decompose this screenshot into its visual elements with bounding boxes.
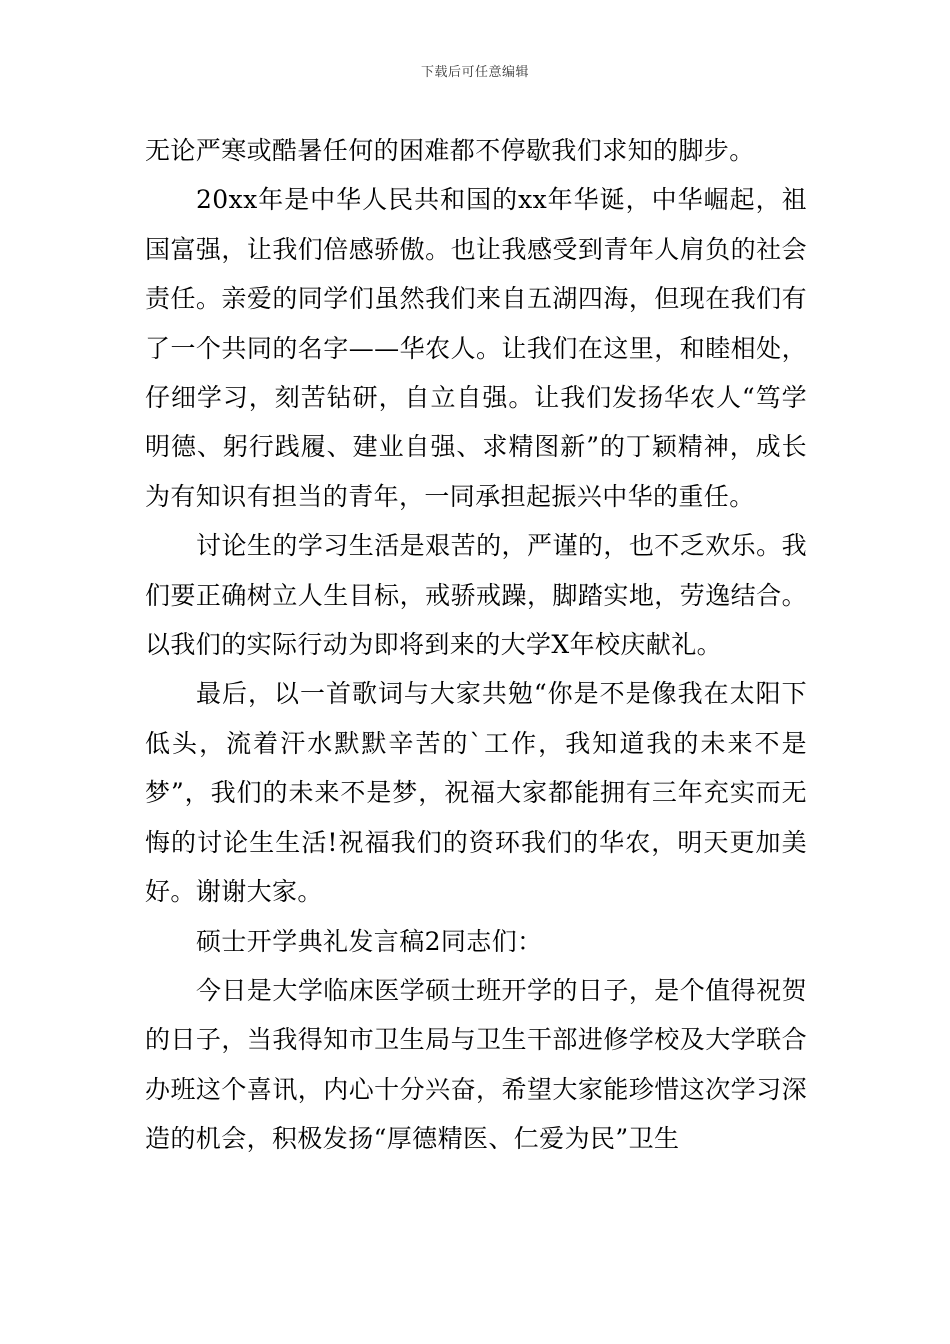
- paragraph: 讨论生的学习生活是艰苦的，严谨的，也不乏欢乐。我们要正确树立人生目标，戒骄戒躁，脚踏实地，劳逸结合。以我们的实际行动为即将到来的大学X年校庆献礼。: [145, 531, 807, 660]
- paragraph: 20xx年是中华人民共和国的xx年华诞，中华崛起，祖国富强，让我们倍感骄傲。也让我感受到青年人肩负的社会责任。亲爱的同学们虽然我们来自五湖四海，但现在我们有了一个共同的名字——华农人。让我们在这里，和睦相处，仔细学习，刻苦钻研，自立自强。让我们发扬华农人“笃学明德、躬行践履、建业自强、求精图新”的丁颖精神，成长为有知识有担当的青年，一同承担起振兴中华的重任。: [145, 185, 807, 511]
- paragraph: 今日是大学临床医学硕士班开学的日子，是个值得祝贺的日子，当我得知市卫生局与卫生干部进修学校及大学联合办班这个喜讯，内心十分兴奋，希望大家能珍惜这次学习深造的机会，积极发扬“厚德精医、仁爱为民”卫生: [145, 975, 807, 1154]
- section-title: 硕士开学典礼发言稿2同志们：: [196, 926, 543, 956]
- document-body: [145, 126, 807, 1164]
- page-header: 下载后可任意编辑: [420, 65, 529, 80]
- paragraph: 最后，以一首歌词与大家共勉“你是不是像我在太阳下低头，流着汗水默默辛苦的`工作，我知道我的未来不是梦”，我们的未来不是梦，祝福大家都能拥有三年充实而无悔的讨论生生活!祝福我们的资环我们的华农，明天更加美好。谢谢大家。: [145, 679, 807, 907]
- paragraph: 无论严寒或酷暑任何的困难都不停歇我们求知的脚步。: [145, 136, 755, 165]
